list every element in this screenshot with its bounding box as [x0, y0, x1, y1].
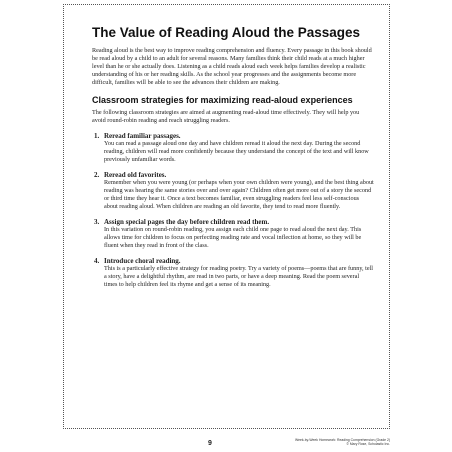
- item-number: 4.: [94, 257, 100, 265]
- item-number: 3.: [94, 218, 100, 226]
- list-item: [92, 171, 374, 211]
- page-title: The Value of Reading Aloud the Passages: [92, 25, 361, 40]
- item-title: Assign special pages the day before children read them.: [104, 218, 270, 226]
- item-main: [104, 257, 374, 289]
- strategy-list: [92, 132, 374, 289]
- item-main: [104, 171, 374, 211]
- item-body: This is a particularly effective strategy for reading poetry. Try a variety of poems—poems that are funny, tell a story, have a delightful rhythm, are read in two parts, or have a deep meaning. Read the poem several times to help children feel its rhyme and get a sense of its meaning.: [104, 265, 374, 288]
- list-item: [92, 257, 374, 289]
- item-body: You can read a passage aloud one day and have children reread it aloud the next day. During the second reading, children will read more confidently because they understand the concept of the text and will know previously unfamiliar words.: [104, 140, 369, 163]
- item-body: In this variation on round-robin reading, you assign each child one page to read aloud the next day. This allows time for children to focus on perfecting reading rate and vocal inflection at home, so they will be fluent when they read in front of the class.: [104, 226, 362, 249]
- footer-credits: [295, 438, 390, 446]
- page-content: [92, 25, 374, 296]
- section-heading: Classroom strategies for maximizing read-aloud experiences: [92, 95, 353, 105]
- item-number: 1.: [94, 132, 100, 140]
- intro-paragraph: Reading aloud is the best way to improve reading comprehension and fluency. Every passage in this book should be read aloud by a child to an adult for several reasons. Many families think their child reads at a much higher level than he or she actually does. Listening as a child reads aloud each week helps families develop a realistic understanding of his or her reading skills. As the school year progresses and the assignments become more difficult, families will be able to see the advances their children are making.: [92, 47, 372, 86]
- item-main: [104, 218, 374, 250]
- section-lead: The following classroom strategies are aimed at augmenting read-aloud time effectively. They will help you avoid round-robin reading and reach struggling readers.: [92, 109, 360, 124]
- page-number: 9: [208, 440, 212, 447]
- item-body: Remember when you were young (or perhaps when your own children were young), and the best thing about reading was hearing the same stories over and over again? Children often get more out of a story the second or third time they hear it. Once a text becomes familiar, even struggling readers feel less self-conscious about reading aloud. When children are reading an old favorite, they tend to read more fluently.: [104, 179, 374, 210]
- credit-line-1: Week-by-Week Homework: Reading Comprehension (Grade 2): [294, 438, 390, 442]
- item-number: 2.: [94, 171, 100, 179]
- item-main: [104, 132, 374, 164]
- item-title: Introduce choral reading.: [104, 257, 181, 265]
- item-title: Reread familiar passages.: [104, 132, 181, 140]
- item-title: Reread old favorites.: [104, 171, 167, 179]
- list-item: [92, 218, 374, 250]
- list-item: [92, 132, 374, 164]
- credit-line-2: © Mary Rose, Scholastic Inc.: [346, 442, 390, 447]
